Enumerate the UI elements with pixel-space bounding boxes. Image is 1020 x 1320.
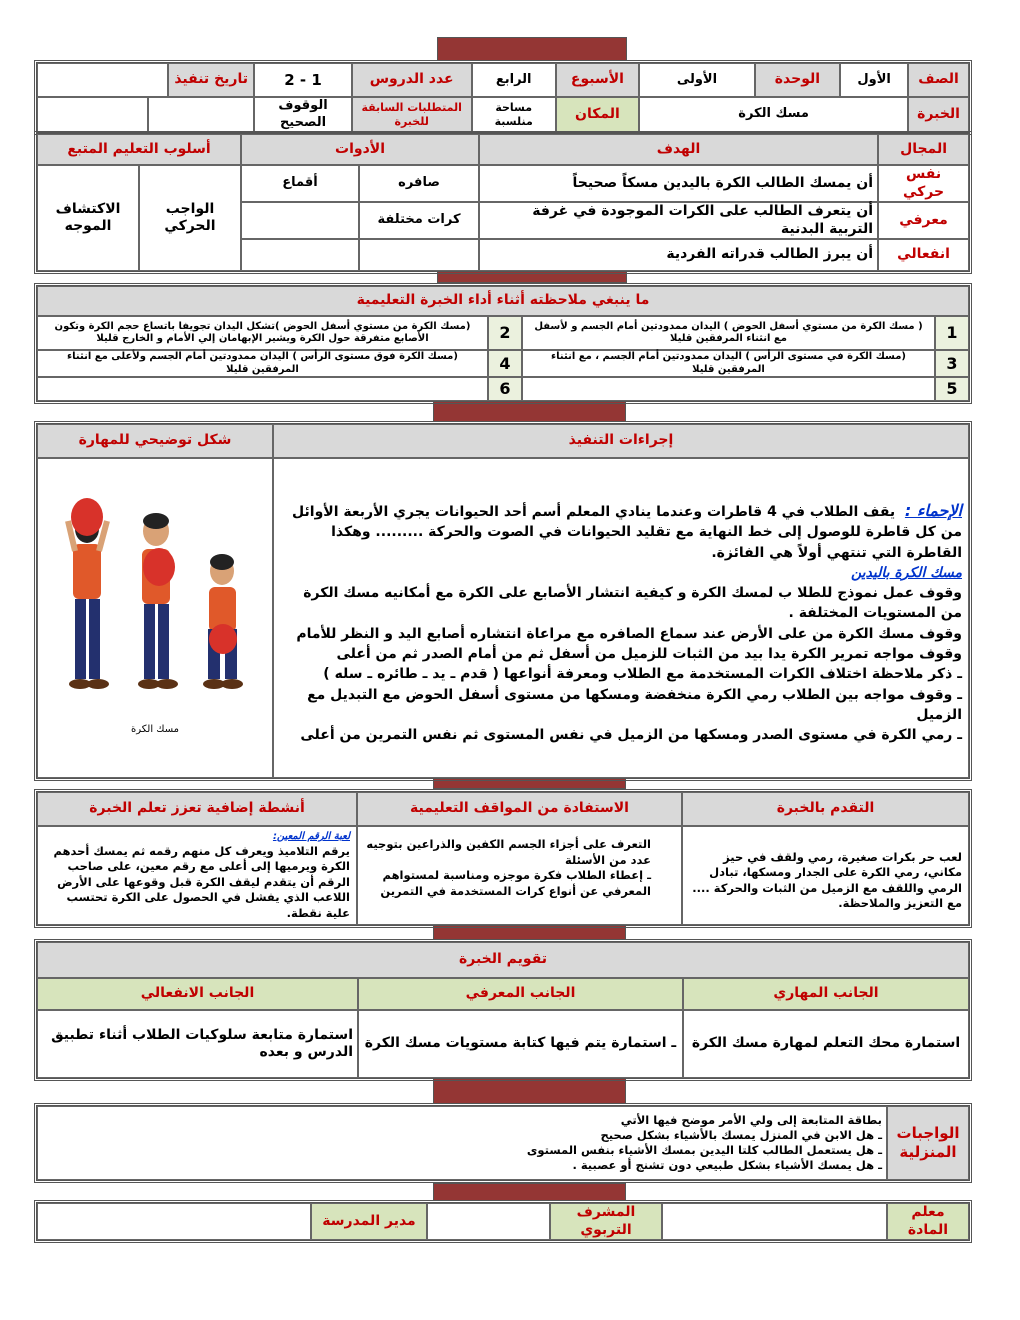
benefit-cell xyxy=(357,826,682,925)
domain-affective: انفعالي xyxy=(878,239,969,271)
procedure-step: ـ ذكر ملاحظة اختلاف الكرات المستخدمة مع الطلاب ومعرفة أنواعها ( قدم ـ يد ـ طائره ـ سله ) xyxy=(323,666,962,683)
observation-table xyxy=(34,283,972,404)
homework-label: الواجبات المنزلية xyxy=(887,1106,969,1180)
experience-value: مسك الكرة xyxy=(639,97,908,132)
teacher-label: معلم المادة xyxy=(887,1203,969,1240)
teacher-signature-field[interactable] xyxy=(662,1203,887,1240)
activities-cell xyxy=(37,826,357,925)
homework-line: ـ هل يمسك الأشياء بشكل طبيعي دون تشنج أو عصبية . xyxy=(572,1157,882,1172)
section-divider-bar xyxy=(433,1183,626,1201)
observation-number: 6 xyxy=(488,377,522,401)
warmup-text: يقف الطلاب في 4 قاطرات وعندما ينادي المعلم أسم أحد الحيوانات يجري الأربعة الأوائل من كل قاطرة للوصول إلى خط النهاية مع تقليد الحيوانات في الصوت والحركة ......... وهكذا القاطرة التي تنتهي أولاً هي الفائزة. xyxy=(292,504,962,561)
date-value[interactable] xyxy=(37,63,168,97)
grade-value: الأول xyxy=(840,63,908,97)
observation-number: 2 xyxy=(488,316,522,350)
figure-header: شكل توضيحي للمهارة xyxy=(37,424,273,458)
place-label: المكان xyxy=(556,97,639,132)
tool-various-balls: كرات مختلفة xyxy=(359,202,479,239)
unit-value: الأولى xyxy=(639,63,755,97)
execution-table xyxy=(34,421,972,781)
activities-text: يرقم التلاميذ ويعرف كل منهم رقمه ثم يمسك أحدهم الكرة ويرميها إلى أعلى مع رقم معين، على صاحب الرقم أن يتقدم ليقف الكرة قبل وقوعها على الأرض اللاعب الذي يفشل في الحصول على الكرة تحتسب علية نقطة. xyxy=(53,843,350,920)
domain-header: المجال xyxy=(878,134,969,165)
place-value: مساحة منلسبة xyxy=(472,97,556,132)
observation-number: 4 xyxy=(488,350,522,377)
progress-text: لعب حر بكرات صغيرة، رمي ولقف في حيز مكاني، رمي الكرة على الجدار ومسكها، تبادل الرمي واللقف مع الزميل من الثبات والحركة .... مع التعزيز والملاحظة. xyxy=(682,826,969,925)
signatures-table xyxy=(34,1200,972,1243)
grade-label: الصف xyxy=(908,63,969,97)
goal-cognitive: أن يتعرف الطالب على الكرات الموجودة في غرفة التربية البدنية xyxy=(479,202,878,239)
principal-label: مدير المدرسة xyxy=(311,1203,427,1240)
domain-cognitive: معرفي xyxy=(878,202,969,239)
principal-signature-field[interactable] xyxy=(37,1203,311,1240)
skill-header: الجانب المهاري xyxy=(683,978,969,1010)
benefit-header: الاستفادة من المواقف التعليمية xyxy=(357,792,682,826)
procedure-step: ـ رمي الكرة في مستوى الصدر ومسكها من الزميل في نفس المستوى ثم نفس التمرين من أعلى xyxy=(300,727,962,744)
procedure-step: وقوف مسك الكرة من على الأرض عند سماع الصافره مع مراعاة انتشاره أصابع اليد و النظر للأمام xyxy=(296,625,962,642)
execution-procedures xyxy=(273,458,969,778)
evaluation-title: تقويم الخبرة xyxy=(37,942,969,978)
warmup-paragraph xyxy=(280,499,962,563)
section-divider-bar xyxy=(437,37,627,61)
tool-empty xyxy=(241,202,359,239)
week-value: الرابع xyxy=(472,63,556,97)
figure-ball-overhead xyxy=(68,498,109,689)
skill-figure xyxy=(37,458,273,778)
observation-item: (مسك الكرة في مستوى الرأس ) اليدان ممدودتين أمام الجسم ، مع انثناء المرفقين قليلا xyxy=(522,350,935,377)
observation-item: (مسك الكرة فوق مستوى الرأس ) اليدان ممدودتين أمام الجسم ولأعلى مع انثناء المرفقين قليلا xyxy=(37,350,488,377)
objectives-table xyxy=(34,131,972,274)
style-header: أسلوب التعليم المتبع xyxy=(37,134,241,165)
figure-caption: مسك الكرة xyxy=(131,724,179,736)
observation-number: 1 xyxy=(935,316,969,350)
tool-empty xyxy=(359,239,479,271)
tool-cones: أقماع xyxy=(241,165,359,202)
style-guided-discovery: الاكتشاف الموجه xyxy=(37,165,139,271)
figure-ball-chest xyxy=(138,513,178,689)
procedure-step: وقوف مواجه تمرير الكرة يدا بيد من الثبات للزميل من أسفل ثم من أمام الصدر ثم من أعلى xyxy=(336,646,962,663)
ball-holding-illustration xyxy=(40,459,270,759)
evaluation-table xyxy=(34,939,972,1081)
homework-line: ـ هل الابن في المنزل يمسك بالأشياء بشكل صحيح xyxy=(600,1128,882,1143)
style-motor-task: الواجب الحركي xyxy=(139,165,241,271)
procedure-step: وقوف عمل نموذج للطلا ب لمسك الكرة و كيفية انتشار الأصابع على الكرة مع أمكانيه مسك الكرة من المستويات المختلفة . xyxy=(303,585,962,622)
domain-psychomotor: نفس حركي xyxy=(878,165,969,202)
procedure-step: ـ وقوف مواجه بين الطلاب رمي الكرة منخفضة ومسكها من مستوى أسفل الحوض مع التبديل مع الزميل xyxy=(307,686,962,723)
homework-table xyxy=(34,1103,972,1183)
observation-title: ما ينبغي ملاحظته أثناء أداء الخبرة التعليمية xyxy=(37,286,969,316)
execution-header: إجراءات التنفيذ xyxy=(273,424,969,458)
benefit-text: ـ إعطاء الطلاب فكرة موجزه ومناسبة لمستواهم المعرفي عن أنواع كرات المستخدمة في التمرين xyxy=(380,868,651,898)
cognitive-header: الجانب المعرفي xyxy=(358,978,683,1010)
progress-header: التقدم بالخبرة xyxy=(682,792,969,826)
goal-psychomotor: أن يمسك الطالب الكرة باليدين مسكاً صحيحاً xyxy=(479,165,878,202)
tools-header: الأدوات xyxy=(241,134,479,165)
extras-table xyxy=(34,789,972,928)
section-divider-bar xyxy=(433,1078,626,1104)
homework-line: ـ هل يستعمل الطالب كلتا اليدين بمسك الأشياء بنفس المستوى xyxy=(526,1143,882,1157)
affective-text: استمارة متابعة سلوكيات الطلاب أثناء تطبيق الدرس و بعده xyxy=(37,1010,358,1078)
observation-item: ( مسك الكرة من مستوي أسفل الحوض ) اليدان ممدودتين أمام الجسم و لأسفل مع انثناء المرفقين قليلا xyxy=(522,316,935,350)
observation-number: 5 xyxy=(935,377,969,401)
observation-number: 3 xyxy=(935,350,969,377)
tool-whistle: صافره xyxy=(359,165,479,202)
figure-ball-low xyxy=(203,554,243,689)
affective-header: الجانب الانفعالي xyxy=(37,978,358,1010)
experience-label: الخبرة xyxy=(908,97,969,132)
blank-cell xyxy=(148,97,255,132)
lessons-value: 1 - 2 xyxy=(254,63,351,97)
activities-title: لعبة الرقم المعين: xyxy=(272,831,350,842)
cognitive-text: ـ استمارة يتم فيها كتابة مستويات مسك الكرة xyxy=(358,1010,683,1078)
prereq-label: المتطلبات السابقة للخبرة xyxy=(352,97,472,132)
blank-cell xyxy=(37,97,148,132)
homework-line: بطاقة المتابعة إلى ولي الأمر موضح فيها الأتي xyxy=(620,1113,882,1128)
lesson-info-table xyxy=(34,60,972,135)
supervisor-signature-field[interactable] xyxy=(427,1203,550,1240)
goal-header: الهدف xyxy=(479,134,878,165)
observation-item: (مسك الكرة من مستوي أسفل الحوض )تشكل اليدان تجويفا باتساع حجم الكرة وتكون الأصابع متفرقة حول الكرة ويشير الإبهامان إلي الأمام و الخارج قليلا xyxy=(37,316,488,350)
homework-content xyxy=(37,1106,887,1180)
observation-item xyxy=(522,377,935,401)
section-title: مسك الكرة باليدين xyxy=(850,564,962,581)
warmup-label: الإحماء : xyxy=(904,501,962,520)
activities-header: أنشطة إضافية تعزز تعلم الخبرة xyxy=(37,792,357,826)
goal-affective: أن يبرز الطالب قدراته الفردية xyxy=(479,239,878,271)
lessons-label: عدد الدروس xyxy=(352,63,472,97)
week-label: الأسبوع xyxy=(556,63,639,97)
observation-item xyxy=(37,377,488,401)
date-label: تاريخ تنفيذ xyxy=(168,63,254,97)
benefit-text: التعرف على أجزاء الجسم الكفين والذراعين بتوجيه عدد من الأسئلة xyxy=(366,837,651,867)
unit-label: الوحدة xyxy=(755,63,840,97)
tool-empty xyxy=(241,239,359,271)
skill-text: استمارة محك التعلم لمهارة مسك الكرة xyxy=(683,1010,969,1078)
prereq-value: الوقوف الصحيح xyxy=(254,97,351,132)
supervisor-label: المشرف التربوي xyxy=(550,1203,662,1240)
